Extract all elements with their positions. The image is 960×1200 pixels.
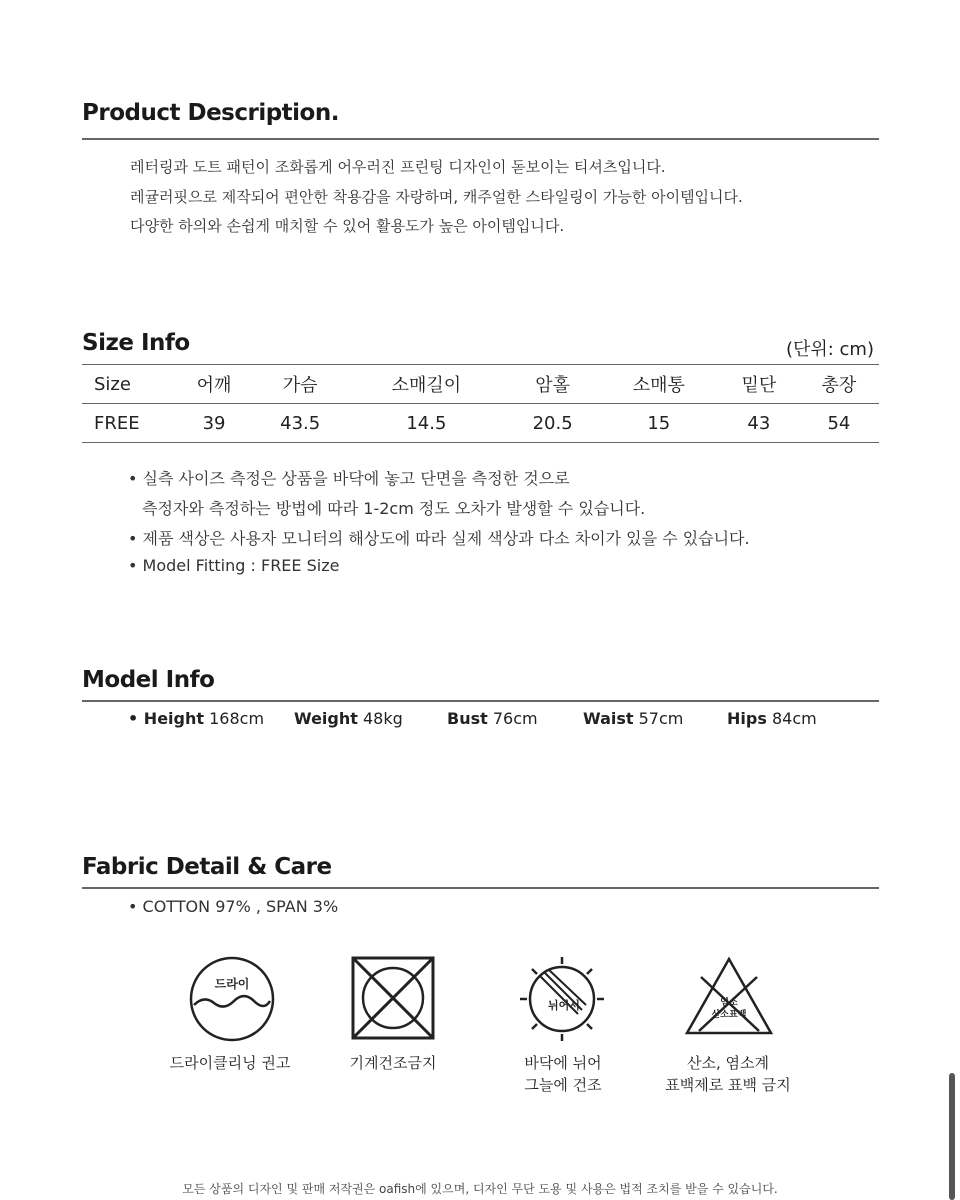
model-label: Hips <box>727 709 767 728</box>
no-bleach-icon-text: 염소 <box>720 998 738 1008</box>
model-weight <box>294 709 403 728</box>
copyright-footer: 모든 상품의 디자인 및 판매 저작권은 oafish에 있으며, 디자인 무단 도용 및 사용은 법적 조치를 받을 수 있습니다. <box>182 1182 778 1196</box>
size-note: • 실측 사이즈 측정은 상품을 바닥에 놓고 단면을 측정한 것으로 <box>128 469 570 488</box>
size-header-cell: 가슴 <box>254 365 346 404</box>
care-label-dry-clean <box>140 1052 320 1074</box>
size-unit-label: (단위: cm) <box>785 339 874 360</box>
model-hips <box>727 709 817 728</box>
size-info-title: Size Info <box>82 330 190 356</box>
size-value-cell: 15 <box>599 404 719 443</box>
divider <box>82 138 879 140</box>
fabric-composition: • COTTON 97% , SPAN 3% <box>128 897 339 916</box>
model-waist <box>583 709 683 728</box>
divider <box>82 887 879 889</box>
size-table-header-row <box>82 365 879 404</box>
size-header-cell: Size <box>82 365 174 404</box>
care-label-line: 산소, 염소계 <box>687 1054 769 1072</box>
size-value-cell: 20.5 <box>506 404 598 443</box>
description-line: 레귤러핏으로 제작되어 편안한 착용감을 자랑하며, 캐주얼한 스타일링이 가능한 아이템입니다. <box>130 188 743 206</box>
size-note: • Model Fitting : FREE Size <box>128 556 340 575</box>
model-height <box>128 709 264 728</box>
description-line: 다양한 하의와 손쉽게 매치할 수 있어 활용도가 높은 아이템입니다. <box>130 217 565 235</box>
model-info-title: Model Info <box>82 667 215 693</box>
size-table <box>82 364 879 443</box>
no-machine-dry-icon <box>350 955 436 1041</box>
care-label-line: 바닥에 뉘어 <box>524 1054 602 1072</box>
size-header-cell: 밑단 <box>719 365 799 404</box>
dry-clean-icon <box>188 955 276 1043</box>
model-value: 57cm <box>638 709 684 728</box>
model-label: Waist <box>583 709 634 728</box>
fabric-care-title: Fabric Detail & Care <box>82 854 332 880</box>
size-note: • 제품 색상은 사용자 모니터의 해상도에 따라 실제 색상과 다소 차이가 있을 수 있습니다. <box>128 529 750 548</box>
model-value: 48kg <box>363 709 403 728</box>
product-description-title: Product Description. <box>82 100 339 126</box>
model-value: 84cm <box>771 709 817 728</box>
size-header-cell: 총장 <box>799 365 879 404</box>
care-label-line: 기계건조금지 <box>349 1054 437 1072</box>
size-note: 측정자와 측정하는 방법에 따라 1-2cm 정도 오차가 발생할 수 있습니다. <box>142 499 646 518</box>
model-value: 76cm <box>492 709 538 728</box>
size-value-cell: 54 <box>799 404 879 443</box>
care-label-line: 드라이클리닝 권고 <box>169 1054 291 1072</box>
model-label: Weight <box>294 709 358 728</box>
model-value: 168cm <box>209 709 265 728</box>
care-label-line: 표백제로 표백 금지 <box>665 1076 791 1094</box>
no-bleach-icon-text: 산소표백 <box>711 1010 747 1020</box>
model-label: • Height <box>128 709 205 728</box>
size-value-cell: 43.5 <box>254 404 346 443</box>
size-header-cell: 소매길이 <box>346 365 506 404</box>
dry-clean-icon-text: 드라이 <box>214 977 250 991</box>
size-value-cell: 43 <box>719 404 799 443</box>
care-label-flat-dry <box>473 1052 653 1096</box>
size-value-cell: FREE <box>82 404 174 443</box>
care-label-line: 그늘에 건조 <box>524 1076 602 1094</box>
size-header-cell: 어깨 <box>174 365 254 404</box>
size-value-cell: 14.5 <box>346 404 506 443</box>
flat-dry-icon-text: 뉘어서 <box>548 999 580 1012</box>
model-bust <box>447 709 538 728</box>
care-label-no-bleach <box>638 1052 818 1096</box>
size-value-cell: 39 <box>174 404 254 443</box>
description-line: 레터링과 도트 패턴이 조화롭게 어우러진 프린팅 디자인이 돋보이는 티셔츠입니다. <box>130 158 666 176</box>
model-label: Bust <box>447 709 488 728</box>
size-header-cell: 암홀 <box>506 365 598 404</box>
size-header-cell: 소매통 <box>599 365 719 404</box>
flat-dry-shade-icon <box>518 955 606 1043</box>
care-label-no-machine-dry <box>303 1052 483 1074</box>
size-table-row <box>82 404 879 443</box>
scrollbar[interactable] <box>949 1073 955 1200</box>
divider <box>82 700 879 702</box>
no-bleach-icon <box>683 955 775 1037</box>
